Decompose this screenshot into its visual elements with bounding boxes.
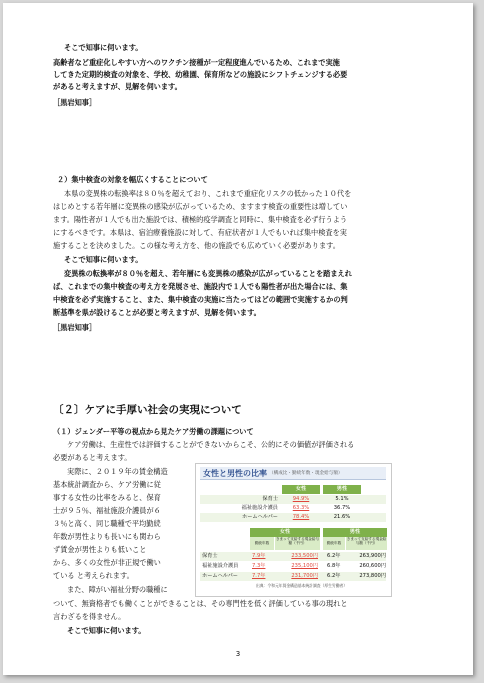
s2-question-3: 中検査を必ず実施すること、また、集中検査の実施に当たってはどの範囲で実施するかの判 xyxy=(53,295,348,304)
care-subheading: （１）ジェンダー平等の視点から見たケア労働の課題について xyxy=(53,427,254,436)
top-row-1-female: 94.9% xyxy=(292,496,310,502)
s2-lead: そこで知事に伺います。 xyxy=(64,255,143,264)
top-row-1-male: 5.1% xyxy=(335,496,349,502)
care-narrow-9: ている と考えられます。 xyxy=(53,571,134,580)
bottom-row-3-job: ホームヘルパー xyxy=(202,573,238,579)
col-header-m-pay: きまって支給する現金給与額（千円） xyxy=(346,537,387,550)
s2-question-2: ば、これまでの集中検査の考え方を発展させ、施設内で１人でも陽性者が出た場合には、集 xyxy=(53,282,348,291)
top-row-3-job: ホームヘルパー xyxy=(242,514,278,520)
bottom-row-2-f-years: 7.3年 xyxy=(252,563,266,569)
bottom-row-1-f-years: 7.9年 xyxy=(252,553,266,559)
top-row-1-job: 保育士 xyxy=(262,496,278,502)
table-title: 女性と男性の比率 xyxy=(203,469,267,478)
s2-heading: ２）集中検査の対象を幅広くすることについて xyxy=(57,175,208,184)
s2-answerer: ［黒岩知事］ xyxy=(53,323,97,332)
bottom-row-2-m-pay: 260,600円 xyxy=(359,563,386,569)
top-row-3-female: 78.4% xyxy=(292,514,310,520)
intro-line-2: してきた定期的検査の対象を、学校、幼稚園、保育所などの施設にシフトチェンジする必要 xyxy=(53,70,348,79)
bottom-row-2-job: 福祉施設介護員 xyxy=(202,563,239,569)
ratio-table xyxy=(195,463,392,597)
care-heading: 〔２〕ケアに手厚い社会の実現について xyxy=(53,404,242,416)
intro-lead: そこで知事に伺います。 xyxy=(64,43,143,52)
bottom-row-1-m-pay: 263,900円 xyxy=(359,553,386,559)
care-narrow-7: ず賃金が男性よりも低いこと xyxy=(53,545,147,554)
bottom-row-2-m-years: 6.8年 xyxy=(327,563,341,569)
document-page xyxy=(3,3,473,675)
bottom-row-1-f-pay: 233,500円 xyxy=(291,553,318,559)
top-row-3-male: 21.6% xyxy=(333,514,351,520)
care-narrow-5: ３％と高く、同じ職種で平均勤続 xyxy=(53,519,161,528)
care-line-1: ケア労働は、生産性では評価することができないからこそ、公的にその価値が評価される xyxy=(67,440,355,449)
top-header-male: 男性 xyxy=(323,485,361,494)
bottom-row-1-job: 保育士 xyxy=(202,553,218,559)
bottom-row-1-m-years: 6.2年 xyxy=(327,553,341,559)
s2-body-2: はじめとする若年層に変異株の感染が広がっているため、ますます検査の重要性は増してい xyxy=(53,202,348,211)
s2-body-3: ます。陽性者が１人でも出た施設では、積極的疫学調査と同時に、集中検査を必ず行うよう xyxy=(53,215,348,224)
care-tail-2: 言わざるを得ません。 xyxy=(53,612,126,621)
care-lead: そこで知事に伺います。 xyxy=(67,626,146,635)
top-header-female: 女性 xyxy=(282,485,320,494)
col-header-f-pay: きまって支給する現金給与額（千円） xyxy=(275,537,320,550)
top-row-2-job: 福祉施設介護員 xyxy=(241,505,278,511)
care-narrow-4: 士が９５％、福祉施設介護員が６ xyxy=(53,506,161,515)
care-narrow-2: 基本統計調査から、ケア労働に従 xyxy=(53,480,161,489)
col-header-m-years: 勤続年数 xyxy=(323,537,345,550)
intro-line-1: 高齢者など重症化しやすい方へのワクチン接種が一定程度進んでいるため、これまで実施 xyxy=(53,58,340,67)
bottom-row-3-m-years: 6.2年 xyxy=(327,573,341,579)
top-row-2-female: 63.3% xyxy=(292,505,310,511)
group-header-female: 女性 xyxy=(250,528,320,537)
bottom-row-3-f-pay: 231,700円 xyxy=(291,573,318,579)
care-narrow-8: から、多くの女性が非正規で働い xyxy=(53,558,161,567)
s2-question-1: 変異株の転換率が８０％を超え、若年層にも変異株の感染が広がっていることを踏まえれ xyxy=(64,269,352,278)
care-narrow-10: また、障がい福祉分野の職種に xyxy=(67,585,168,594)
table-title-bar xyxy=(200,467,386,480)
table-subtitle: （構成比・勤続年数・現金給与額） xyxy=(269,471,343,476)
bottom-row-2-f-pay: 235,100円 xyxy=(291,563,318,569)
s2-question-4: 断基準を県が設けることが必要と考えますが、見解を伺います。 xyxy=(53,308,261,317)
care-tail-1: ついて、無資格者でも働くことができることは、その専門性を低く評価している事の現れと xyxy=(53,599,348,608)
col-header-f-years: 勤続年数 xyxy=(250,537,274,550)
s2-body-1: 本県の変異株の転換率は８０％を超えており、これまで重症化リスクの低かった１０代を xyxy=(64,189,352,198)
intro-line-3: があると考えますが、見解を伺います。 xyxy=(53,82,182,91)
bottom-row-3-m-pay: 273,800円 xyxy=(359,573,386,579)
care-narrow-3: 事する女性の比率をみると、保育 xyxy=(53,493,161,502)
group-header-male: 男性 xyxy=(323,528,387,537)
top-row-2-male: 36.7% xyxy=(333,505,351,511)
s2-body-5: 施することを決めました。この様な考え方を、他の施設でも広めていく必要があります。 xyxy=(53,241,340,250)
intro-answerer: ［黒岩知事］ xyxy=(53,98,97,107)
care-narrow-6: 年数が男性よりも長いにも関わら xyxy=(53,532,161,541)
care-line-2: 必要があると考えます。 xyxy=(53,453,132,462)
s2-body-4: にするべきです。本県は、宿泊療養施設に対して、有症状者が１人でもいれば集中検査を実 xyxy=(53,228,347,237)
care-narrow-1: 実際に、２０１９年の賃金構造 xyxy=(67,467,168,476)
bottom-row-3-f-years: 7.7年 xyxy=(252,573,266,579)
page-number: 3 xyxy=(235,650,241,658)
table-source: 出典：令和元年賃金構造基本統計調査（厚生労働省） xyxy=(256,583,348,588)
